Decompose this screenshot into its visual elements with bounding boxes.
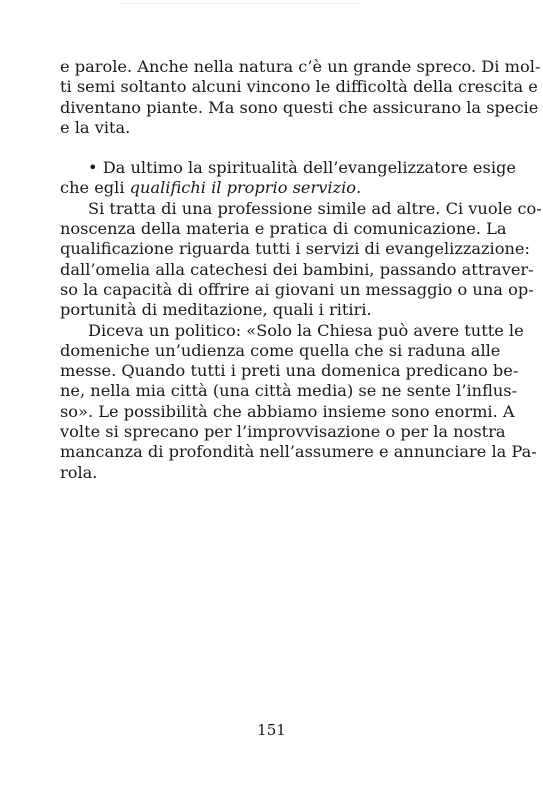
text-line: so la capacità di offrire ai giovani un messaggio o una op- (60, 279, 534, 299)
text-line: qualificazione riguarda tutti i servizi di evangelizzazione: (60, 239, 530, 259)
bullet-paragraph (60, 158, 516, 199)
text-line: rola. (60, 462, 98, 482)
text-line: ne, nella mia città (una città media) se ne sente l’influs- (60, 381, 518, 401)
text-line: e parole. Anche nella natura c’è un grande spreco. Di mol- (60, 57, 541, 76)
text-line: domeniche un’udienza come quella che si raduna alle (60, 340, 501, 360)
paragraph-3 (60, 320, 537, 483)
page-number: 151 (257, 721, 286, 739)
text-fragment: . (356, 178, 362, 198)
text-line: Si tratta di una professione simile ad altre. Ci vuole co- (88, 198, 542, 218)
text-line: dall’omelia alla catechesi dei bambini, passando attraver- (60, 259, 534, 279)
text-line: noscenza della materia e pratica di comunicazione. La (60, 219, 507, 239)
text-line: portunità di meditazione, quali i ritiri. (60, 300, 372, 320)
paragraph-2 (60, 198, 542, 321)
text-line: Diceva un politico: «Solo la Chiesa può avere tutte le (88, 320, 524, 340)
text-line: volte si sprecano per l’improvvisazione o per la nostra (60, 422, 506, 442)
italic-phrase: qualifichi il proprio servizio (129, 178, 356, 198)
body-text (60, 57, 542, 483)
text-line: • Da ultimo la spiritualità dell’evangelizzatore esige (88, 158, 516, 178)
text-line: messe. Quando tutti i preti una domenica predicano be- (60, 361, 519, 381)
paragraph-gap (60, 138, 467, 158)
text-line (60, 178, 467, 198)
text-line: so». Le possibilità che abbiamo insieme sono enormi. A (60, 401, 515, 421)
text-fragment: che egli (60, 178, 130, 198)
top-edge-rule (120, 3, 360, 4)
text-line: diventano piante. Ma sono questi che assicurano la specie (60, 97, 539, 117)
paragraph-1 (60, 57, 541, 138)
text-line: e la vita. (60, 117, 131, 137)
text-line: ti semi soltanto alcuni vincono le difficoltà della crescita e (60, 77, 538, 97)
text-line: mancanza di profondità nell’assumere e annunciare la Pa- (60, 442, 537, 462)
